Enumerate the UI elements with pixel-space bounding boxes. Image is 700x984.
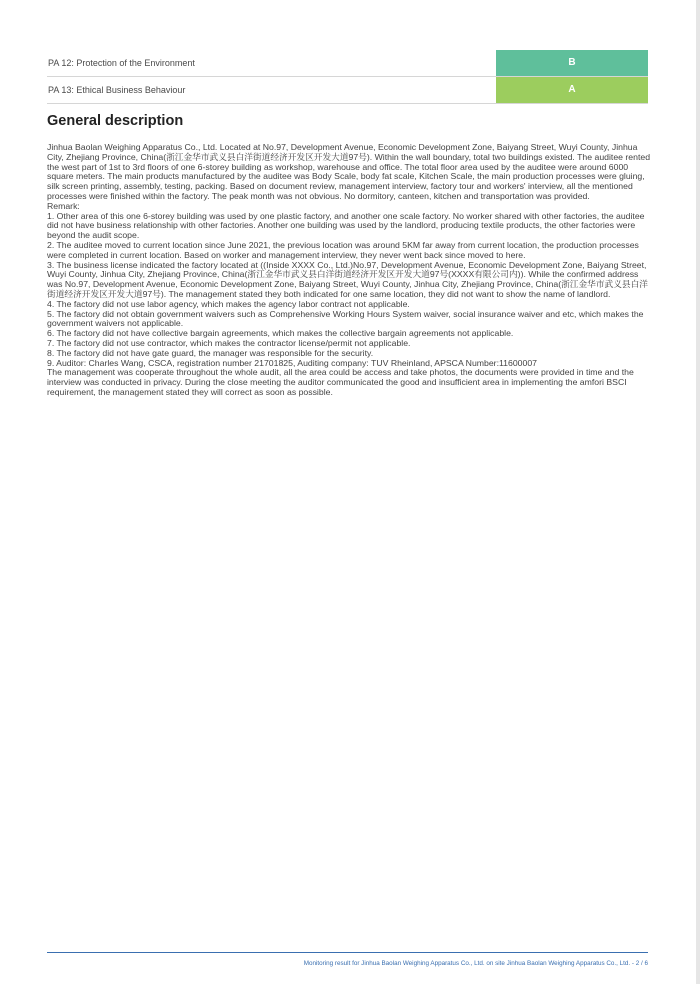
description-remark-item: 2. The auditee moved to current location since June 2021, the previous location was around 5KM far away from current location, the production processes were completed in current location. Based on worker and management interview, they never went back since moved to here.: [47, 239, 639, 260]
description-paragraph: Jinhua Baolan Weighing Apparatus Co., Ltd. Located at No.97, Development Avenue, Economic Development Zone, Baiyang Street, Wuyi County, Jinhua City, Zhejiang Province, China(浙江金华市武义县白洋街道经济开发区开发大道97号). Within the wall boundary, total two buildings existed. The auditee rented the west part of 1st to 3rd floors of one 6-storey building as workshop, warehouse and office. The total floor area used by the auditee were around 6000 square meters. The main products manufactured by the auditee was Body Scale, body fat scale, Kitchen Scale, the main production processes were gluing, silk screen printing, assembly, testing, packing. Based on document review, management interview, factory tour and workers' interview, all the mentioned processes were finished within the factory. The peak month was not obvious. No dormitory, canteen, kitchen and transportation was provided.: [47, 142, 651, 201]
description-remark-item: 4. The factory did not use labor agency, which makes the agency labor contract not applicable.: [47, 298, 410, 309]
description-remark-item: 7. The factory did not use contractor, which makes the contractor license/permit not applicable.: [47, 337, 411, 348]
footer-divider: [47, 952, 648, 953]
description-remark-heading: Remark:: [47, 200, 80, 211]
description-remark-item: 1. Other area of this one 6-storey building was used by one plastic factory, and another one scale factory. No worker shared with other factories, the auditee did not have business relationship with other factories. Another one building was used by the landlord, producing textile products, the other factories were beyond the audit scope.: [47, 210, 645, 241]
section-title: General description: [47, 113, 184, 129]
rating-label: PA 12: Protection of the Environment: [48, 58, 195, 68]
scrollbar[interactable]: [696, 0, 700, 984]
description-remark-item: 8. The factory did not have gate guard, the manager was responsible for the security.: [47, 347, 374, 358]
page-footer: Monitoring result for Jinhua Baolan Weighing Apparatus Co., Ltd. on site Jinhua Baolan Weighing Apparatus Co., Ltd. - 2 / 6: [303, 960, 648, 967]
rating-row-pa12: [47, 50, 648, 77]
description-closing-paragraph: The management was cooperate throughout the whole audit, all the area could be access and take photos, the documents were provided in time and the interview was conducted in privacy. During the close meeting the auditor communicated the good and insufficient area in implementing the amfori BSCI requirement, the management stated they will correct as soon as possible.: [47, 367, 634, 397]
description-remark-item: 9. Auditor: Charles Wang, CSCA, registration number 21701825, Auditing company: TUV Rheinland, APSCA Number:11600007: [47, 357, 537, 368]
rating-grade-badge: A: [496, 77, 648, 103]
rating-label: PA 13: Ethical Business Behaviour: [48, 85, 186, 95]
description-remark-item: 6. The factory did not have collective bargain agreements, which makes the collective bargain agreements not applicable.: [47, 328, 514, 339]
rating-row-pa13: [47, 77, 648, 104]
description-remark-item: 5. The factory did not obtain government waivers such as Comprehensive Working Hours System waiver, social insurance waiver and etc, which makes the government waivers not applicable.: [47, 308, 644, 329]
description-remark-item: 3. The business license indicated the factory located at ((Inside XXXX Co., Ltd.)No.97, Development Avenue, Economic Development Zone, Baiyang Street, Wuyi County, Jinhua City, Zhejiang Province, China(浙江金华市武义县白洋街道经济开发区开发大道97号(XXXX有限公司内)). While the confirmed address was No.97, Development Avenue, Economic Development Zone, Baiyang Street, Wuyi County, Jinhua City, Zhejiang Province, China(浙江金华市武义县白洋街道经济开发区开发大道97号). The management stated they both indicated for one same location, they did not want to show the name of landlord.: [47, 259, 648, 299]
rating-grade-badge: B: [496, 50, 648, 76]
general-description: [47, 143, 651, 398]
rating-table: [47, 50, 648, 104]
